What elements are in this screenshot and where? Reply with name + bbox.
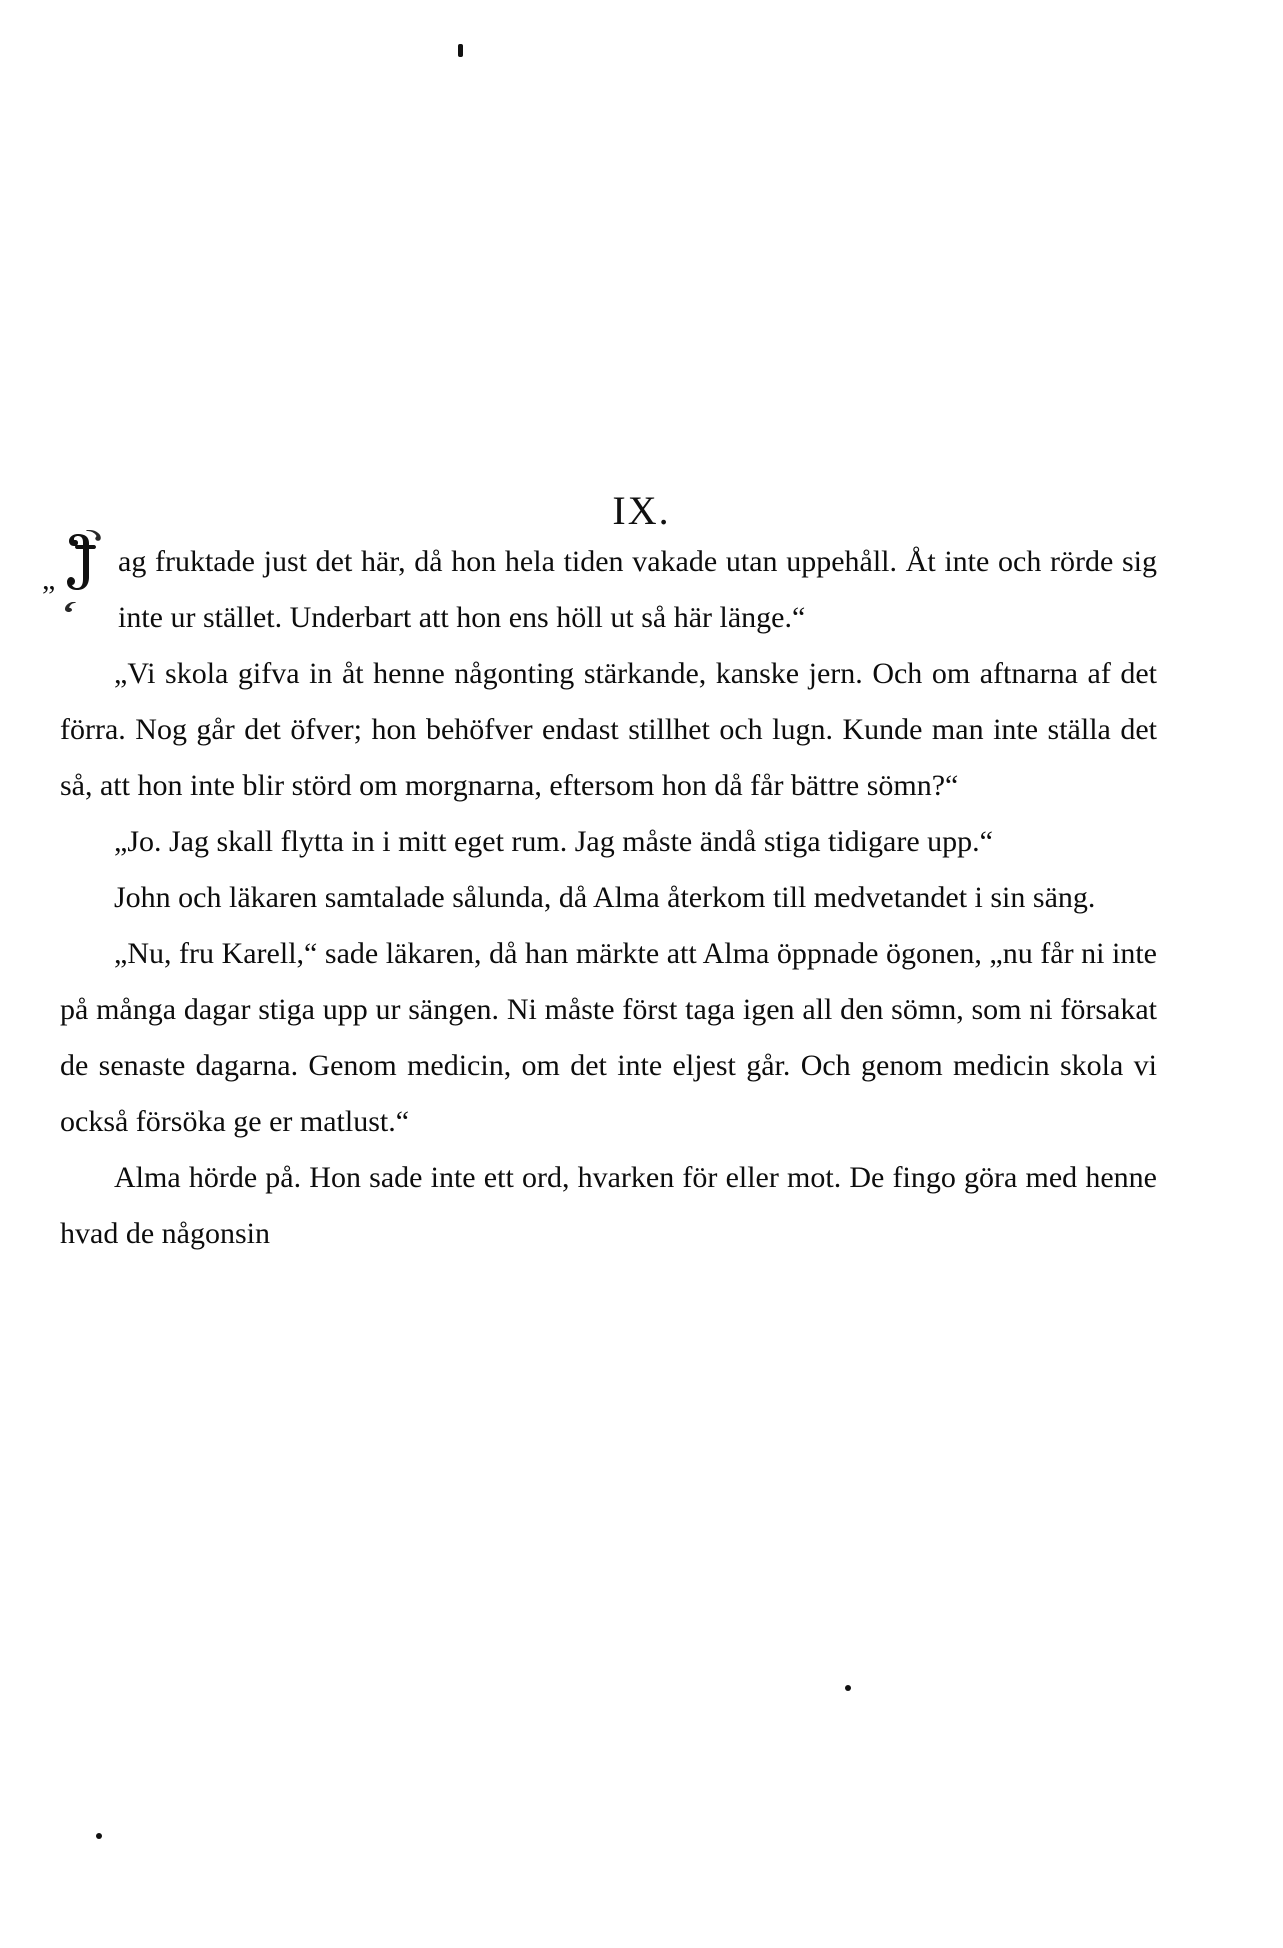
page-content — [42, 0, 1223, 1948]
body-text-block — [42, 534, 1223, 1262]
paragraph-6: Alma hörde på. Hon sade inte ett ord, hvarken för eller mot. De fingo göra med henne hvad de någonsin — [60, 1161, 1157, 1250]
paragraph-3: „Jo. Jag skall flytta in i mitt eget rum. Jag måste ändå stiga tidigare upp.“ — [114, 825, 993, 858]
paragraph-5: „Nu, fru Karell,“ sade läkaren, då han märkte att Alma öppnade ögonen, „nu får ni inte på många dagar stiga upp ur sängen. Ni måste först taga igen all den sömn, som ni försakat de senaste dagarna. Genom medicin, om det inte eljest går. Och genom medicin skola vi också försöka ge er matlust.“ — [60, 937, 1157, 1138]
opening-quote-mark: „ — [42, 563, 56, 596]
chapter-heading: IX. — [612, 488, 671, 533]
paragraph-1-text: ag fruktade just det här, då hon hela tiden vakade utan uppehåll. Åt inte och rörde sig inte ur stället. Underbart att hon ens höll ut så här länge.“ — [118, 545, 1157, 634]
drop-cap-ornament — [42, 542, 114, 604]
paragraph-2: „Vi skola gifva in åt henne någonting stärkande, kanske jern. Och om aftnarna af det förra. Nog går det öfver; hon behöfver endast stillhet och lugn. Kunde man inte ställa det så, att hon inte blir störd om morgnarna, eftersom hon då får bättre sömn?“ — [60, 657, 1157, 802]
decorated-initial-j-icon — [60, 528, 122, 612]
paragraph-4: John och läkaren samtalade sålunda, då Alma återkom till medvetandet i sin säng. — [114, 881, 1096, 914]
paragraph-1 — [42, 534, 1157, 646]
